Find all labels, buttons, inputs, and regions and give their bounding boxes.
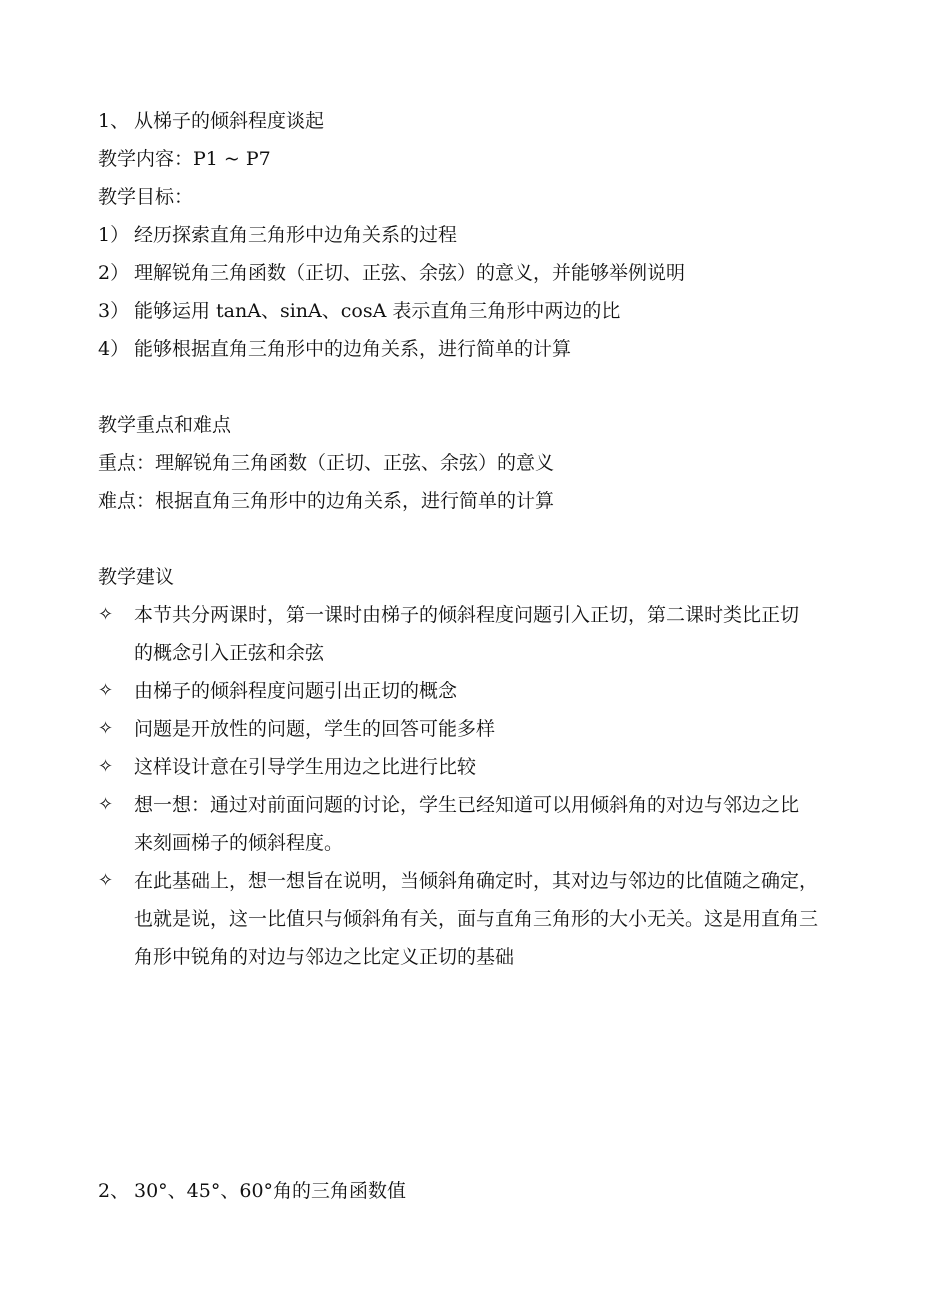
suggestion-6-line-2: 也就是说，这一比值只与倾斜角有关，面与直角三角形的大小无关。这是用直角三 [134,908,819,930]
suggestion-1-line-2: 的概念引入正弦和余弦 [134,642,325,664]
bullet-icon: ✧ [98,718,114,739]
suggestion-5-line-2: 来刻画梯子的倾斜程度。 [134,832,344,854]
goal-1-number: 1） [98,224,130,246]
teaching-content: 教学内容：P1 ~ P7 [98,148,271,170]
goal-2-text: 理解锐角三角函数（正切、正弦、余弦）的意义，并能够举例说明 [134,262,686,284]
goal-4-text: 能够根据直角三角形中的边角关系，进行简单的计算 [134,338,572,360]
goal-3-text: 能够运用 tanA、sinA、cosA 表示直角三角形中两边的比 [134,300,621,322]
bullet-icon: ✧ [98,870,114,891]
goal-3-number: 3） [98,300,130,322]
goal-4-number: 4） [98,338,130,360]
section-1-number: 1、 [98,110,130,132]
teaching-goals-title: 教学目标： [98,186,194,208]
difficulty-text: 难点：根据直角三角形中的边角关系，进行简单的计算 [98,490,555,512]
goal-1-text: 经历探索直角三角形中边角关系的过程 [134,224,458,246]
section-2-number: 2、 [98,1180,130,1202]
suggestion-6-line-1: 在此基础上，想一想旨在说明，当倾斜角确定时，其对边与邻边的比值随之确定， [134,870,819,892]
bullet-icon: ✧ [98,680,114,701]
goal-2-number: 2） [98,262,130,284]
keypoint-text: 重点：理解锐角三角函数（正切、正弦、余弦）的意义 [98,452,555,474]
bullet-icon: ✧ [98,794,114,815]
suggestion-5-line-1: 想一想：通过对前面问题的讨论，学生已经知道可以用倾斜角的对边与邻边之比 [134,794,800,816]
keypoints-title: 教学重点和难点 [98,414,232,436]
bullet-icon: ✧ [98,756,114,777]
suggestion-2-line-1: 由梯子的倾斜程度问题引出正切的概念 [134,680,458,702]
bullet-icon: ✧ [98,604,114,625]
suggestion-6-line-3: 角形中锐角的对边与邻边之比定义正切的基础 [134,946,515,968]
suggestion-4-line-1: 这样设计意在引导学生用边之比进行比较 [134,756,477,778]
suggestions-title: 教学建议 [98,566,175,588]
section-2-title: 30°、45°、60°角的三角函数值 [134,1180,407,1202]
suggestion-3-line-1: 问题是开放性的问题，学生的回答可能多样 [134,718,496,740]
section-1-title: 从梯子的倾斜程度谈起 [134,110,325,132]
suggestion-1-line-1: 本节共分两课时，第一课时由梯子的倾斜程度问题引入正切，第二课时类比正切 [134,604,800,626]
